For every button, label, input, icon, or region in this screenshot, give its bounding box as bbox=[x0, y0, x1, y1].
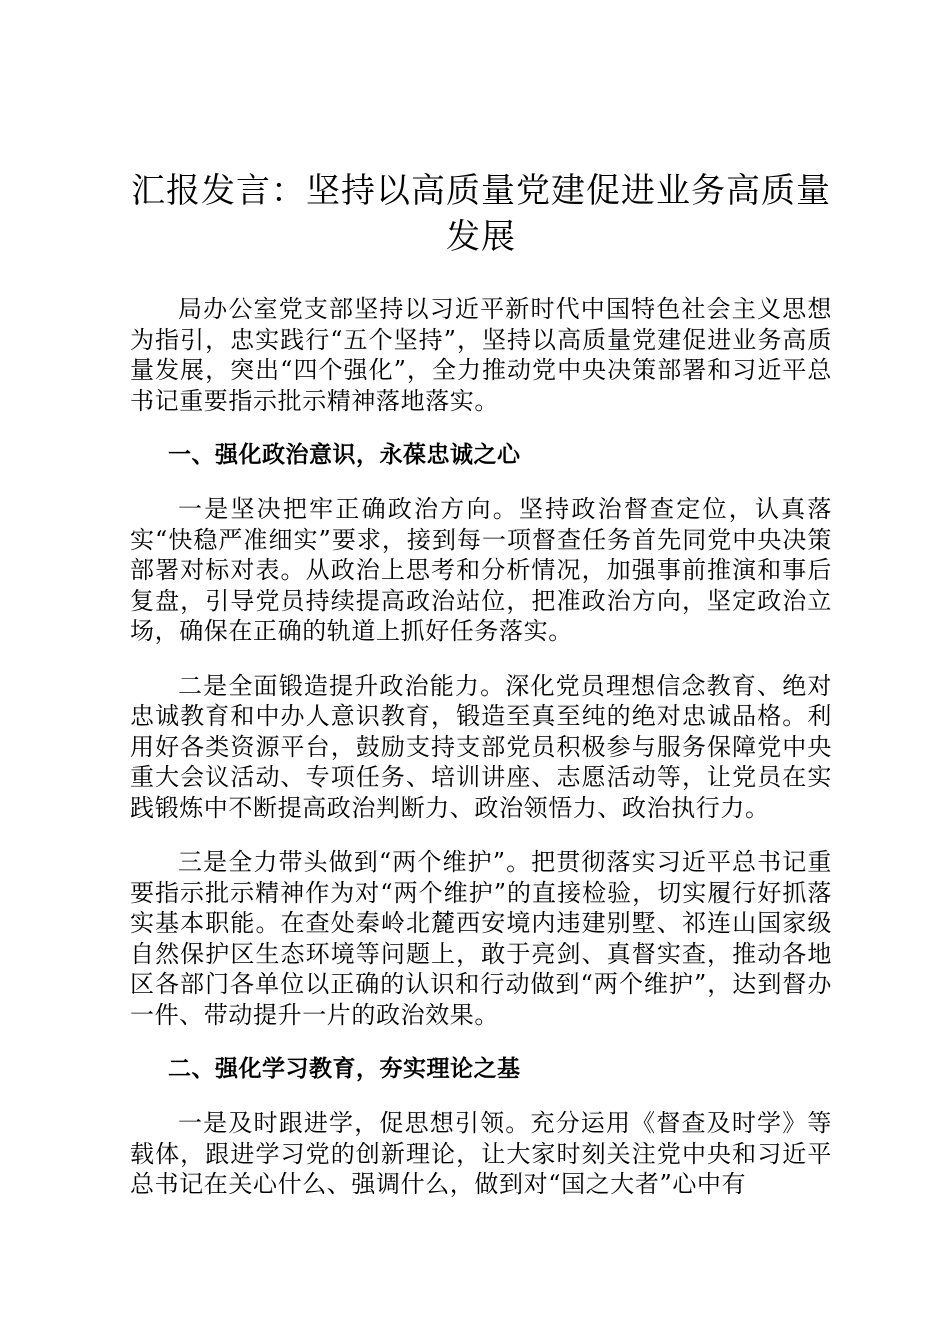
section2-paragraph-1: 一是及时跟进学，促思想引领。充分运用《督查及时学》等载体，跟进学习党的创新理论，让大家时刻关注党中央和习近平总书记在关心什么、强调什么，做到对“国之大者”心中有 bbox=[130, 1109, 832, 1198]
intro-paragraph: 局办公室党支部坚持以习近平新时代中国特色社会主义思想为指引，忠实践行“五个坚持”，坚持以高质量党建促进业务高质量发展，突出“四个强化”，全力推动党中央决策部署和习近平总书记重要指示批示精神落地落实。 bbox=[130, 295, 832, 415]
section-heading-1: 一、强化政治意识，永葆忠诚之心 bbox=[168, 442, 521, 468]
section1-paragraph-2: 二是全面锻造提升政治能力。深化党员理想信念教育、绝对忠诚教育和中办人意识教育，锻造至真至纯的绝对忠诚品格。利用好各类资源平台，鼓励支持支部党员积极参与服务保障党中央重大会议活动、专项任务、培训讲座、志愿活动等，让党员在实践锻炼中不断提高政治判断力、政治领悟力、政治执行力。 bbox=[130, 671, 832, 822]
section1-paragraph-1: 一是坚决把牢正确政治方向。坚持政治督查定位，认真落实“快稳严准细实”要求，接到每一项督查任务首先同党中央决策部署对标对表。从政治上思考和分析情况，加强事前推演和事后复盘，引导党员持续提高政治站位，把准政治方向，坚定政治立场，确保在正确的轨道上抓好任务落实。 bbox=[130, 495, 832, 645]
document-title: 汇报发言：坚持以高质量党建促进业务高质量发展 bbox=[131, 171, 831, 257]
document-page bbox=[130, 168, 832, 1224]
section-heading-2: 二、强化学习教育，夯实理论之基 bbox=[168, 1056, 521, 1082]
section1-paragraph-3: 三是全力带头做到“两个维护”。把贯彻落实习近平总书记重要指示批示精神作为对“两个维护”的直接检验，切实履行好抓落实基本职能。在查处秦岭北麓西安境内违建别墅、祁连山国家级自然保护区生态环境等问题上，敢于亮剑、真督实查，推动各地区各部门各单位以正确的认识和行动做到“两个维护”，达到督办一件、带动提升一片的政治效果。 bbox=[130, 848, 832, 1029]
